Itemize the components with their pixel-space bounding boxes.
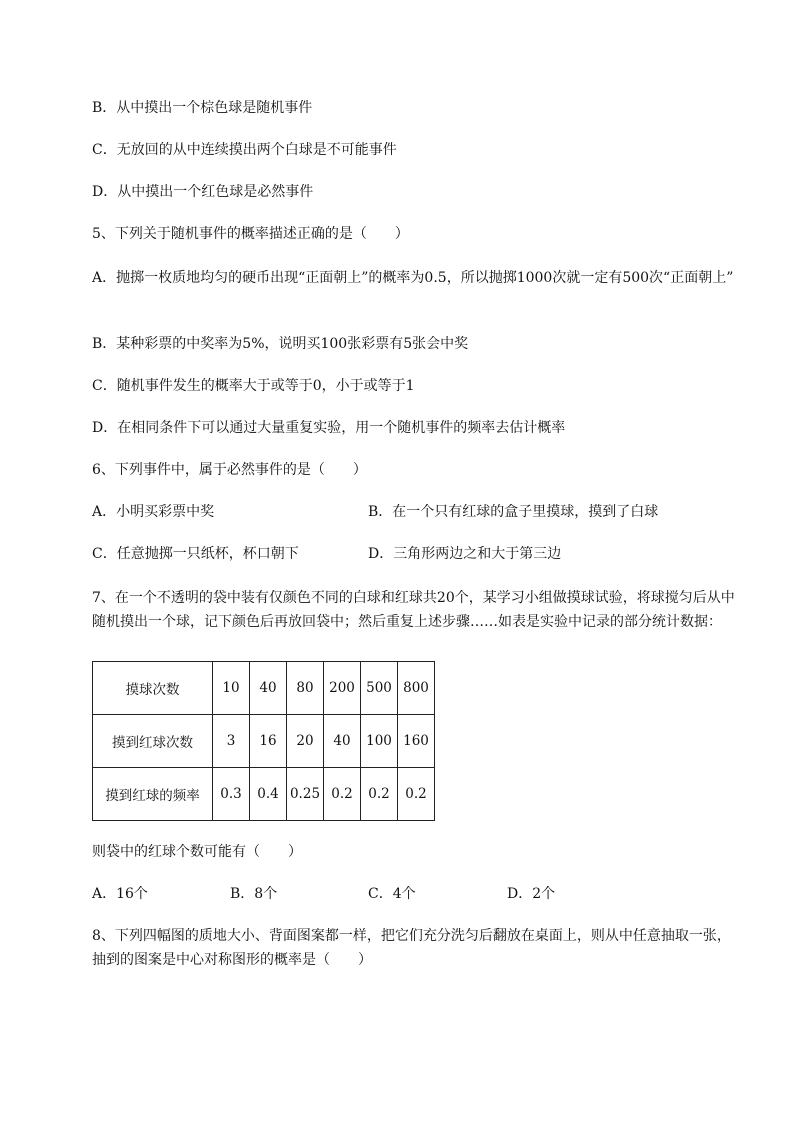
row-header: 摸到红球的频率 bbox=[93, 768, 213, 821]
q5-option-a: A．抛掷一枚质地均匀的硬币出现“正面朝上”的概率为0.5，所以抛掷1000次就一定有500次“正面朝上” bbox=[92, 270, 734, 286]
q4-option-c: C．无放回的从中连续摸出两个白球是不可能事件 bbox=[92, 142, 397, 158]
table-cell: 16 bbox=[250, 715, 287, 768]
q5-option-c: C．随机事件发生的概率大于或等于0，小于或等于1 bbox=[92, 378, 415, 394]
table-cell: 0.4 bbox=[250, 768, 287, 821]
table-cell: 0.2 bbox=[361, 768, 398, 821]
table-cell: 0.25 bbox=[287, 768, 324, 821]
q7-question: 则袋中的红球个数可能有（ ） bbox=[92, 844, 302, 860]
table-cell: 200 bbox=[324, 662, 361, 715]
q5-option-b: B．某种彩票的中奖率为5%，说明买100张彩票有5张会中奖 bbox=[92, 336, 469, 352]
q6-option-d: D．三角形两边之和大于第三边 bbox=[368, 546, 562, 562]
q5-option-d: D．在相同条件下可以通过大量重复实验，用一个随机事件的频率去估计概率 bbox=[92, 420, 566, 436]
table-cell: 10 bbox=[213, 662, 250, 715]
table-cell: 800 bbox=[398, 662, 435, 715]
table-cell: 80 bbox=[287, 662, 324, 715]
row-header: 摸球次数 bbox=[93, 662, 213, 715]
q7-stem: 7、在一个不透明的袋中装有仅颜色不同的白球和红球共20个，某学习小组做摸球试验，将球搅匀后从中随机摸出一个球，记下颜色后再放回袋中；然后重复上述步骤……如表是实验中记录的部分统计数据： bbox=[92, 590, 735, 630]
table-cell: 0.3 bbox=[213, 768, 250, 821]
q6-option-b: B．在一个只有红球的盒子里摸球，摸到了白球 bbox=[368, 504, 659, 520]
table-cell: 160 bbox=[398, 715, 435, 768]
table-cell: 20 bbox=[287, 715, 324, 768]
table-cell: 40 bbox=[250, 662, 287, 715]
table-cell: 3 bbox=[213, 715, 250, 768]
q4-option-b: B．从中摸出一个棕色球是随机事件 bbox=[92, 100, 313, 116]
table-row bbox=[93, 768, 435, 821]
q6-stem: 6、下列事件中，属于必然事件的是（ ） bbox=[92, 462, 367, 478]
q6-option-a: A．小明买彩票中奖 bbox=[92, 504, 215, 520]
q7-option-a: A．16个 bbox=[92, 886, 148, 902]
table-cell: 0.2 bbox=[398, 768, 435, 821]
q7-option-d: D．2个 bbox=[507, 886, 556, 902]
q7-option-b: B．8个 bbox=[230, 886, 278, 902]
table-cell: 40 bbox=[324, 715, 361, 768]
table-row bbox=[93, 662, 435, 715]
q7-option-c: C．4个 bbox=[368, 886, 416, 902]
row-header: 摸到红球次数 bbox=[93, 715, 213, 768]
q8-stem: 8、下列四幅图的质地大小、背面图案都一样，把它们充分洗匀后翻放在桌面上，则从中任意抽取一张，抽到的图案是中心对称图形的概率是（ ） bbox=[92, 928, 731, 968]
q7-data-table bbox=[92, 661, 435, 821]
q6-option-c: C．任意抛掷一只纸杯，杯口朝下 bbox=[92, 546, 299, 562]
table-cell: 0.2 bbox=[324, 768, 361, 821]
q5-stem: 5、下列关于随机事件的概率描述正确的是（ ） bbox=[92, 226, 409, 242]
table-cell: 500 bbox=[361, 662, 398, 715]
q4-option-d: D．从中摸出一个红色球是必然事件 bbox=[92, 184, 314, 200]
table-cell: 100 bbox=[361, 715, 398, 768]
table-row bbox=[93, 715, 435, 768]
